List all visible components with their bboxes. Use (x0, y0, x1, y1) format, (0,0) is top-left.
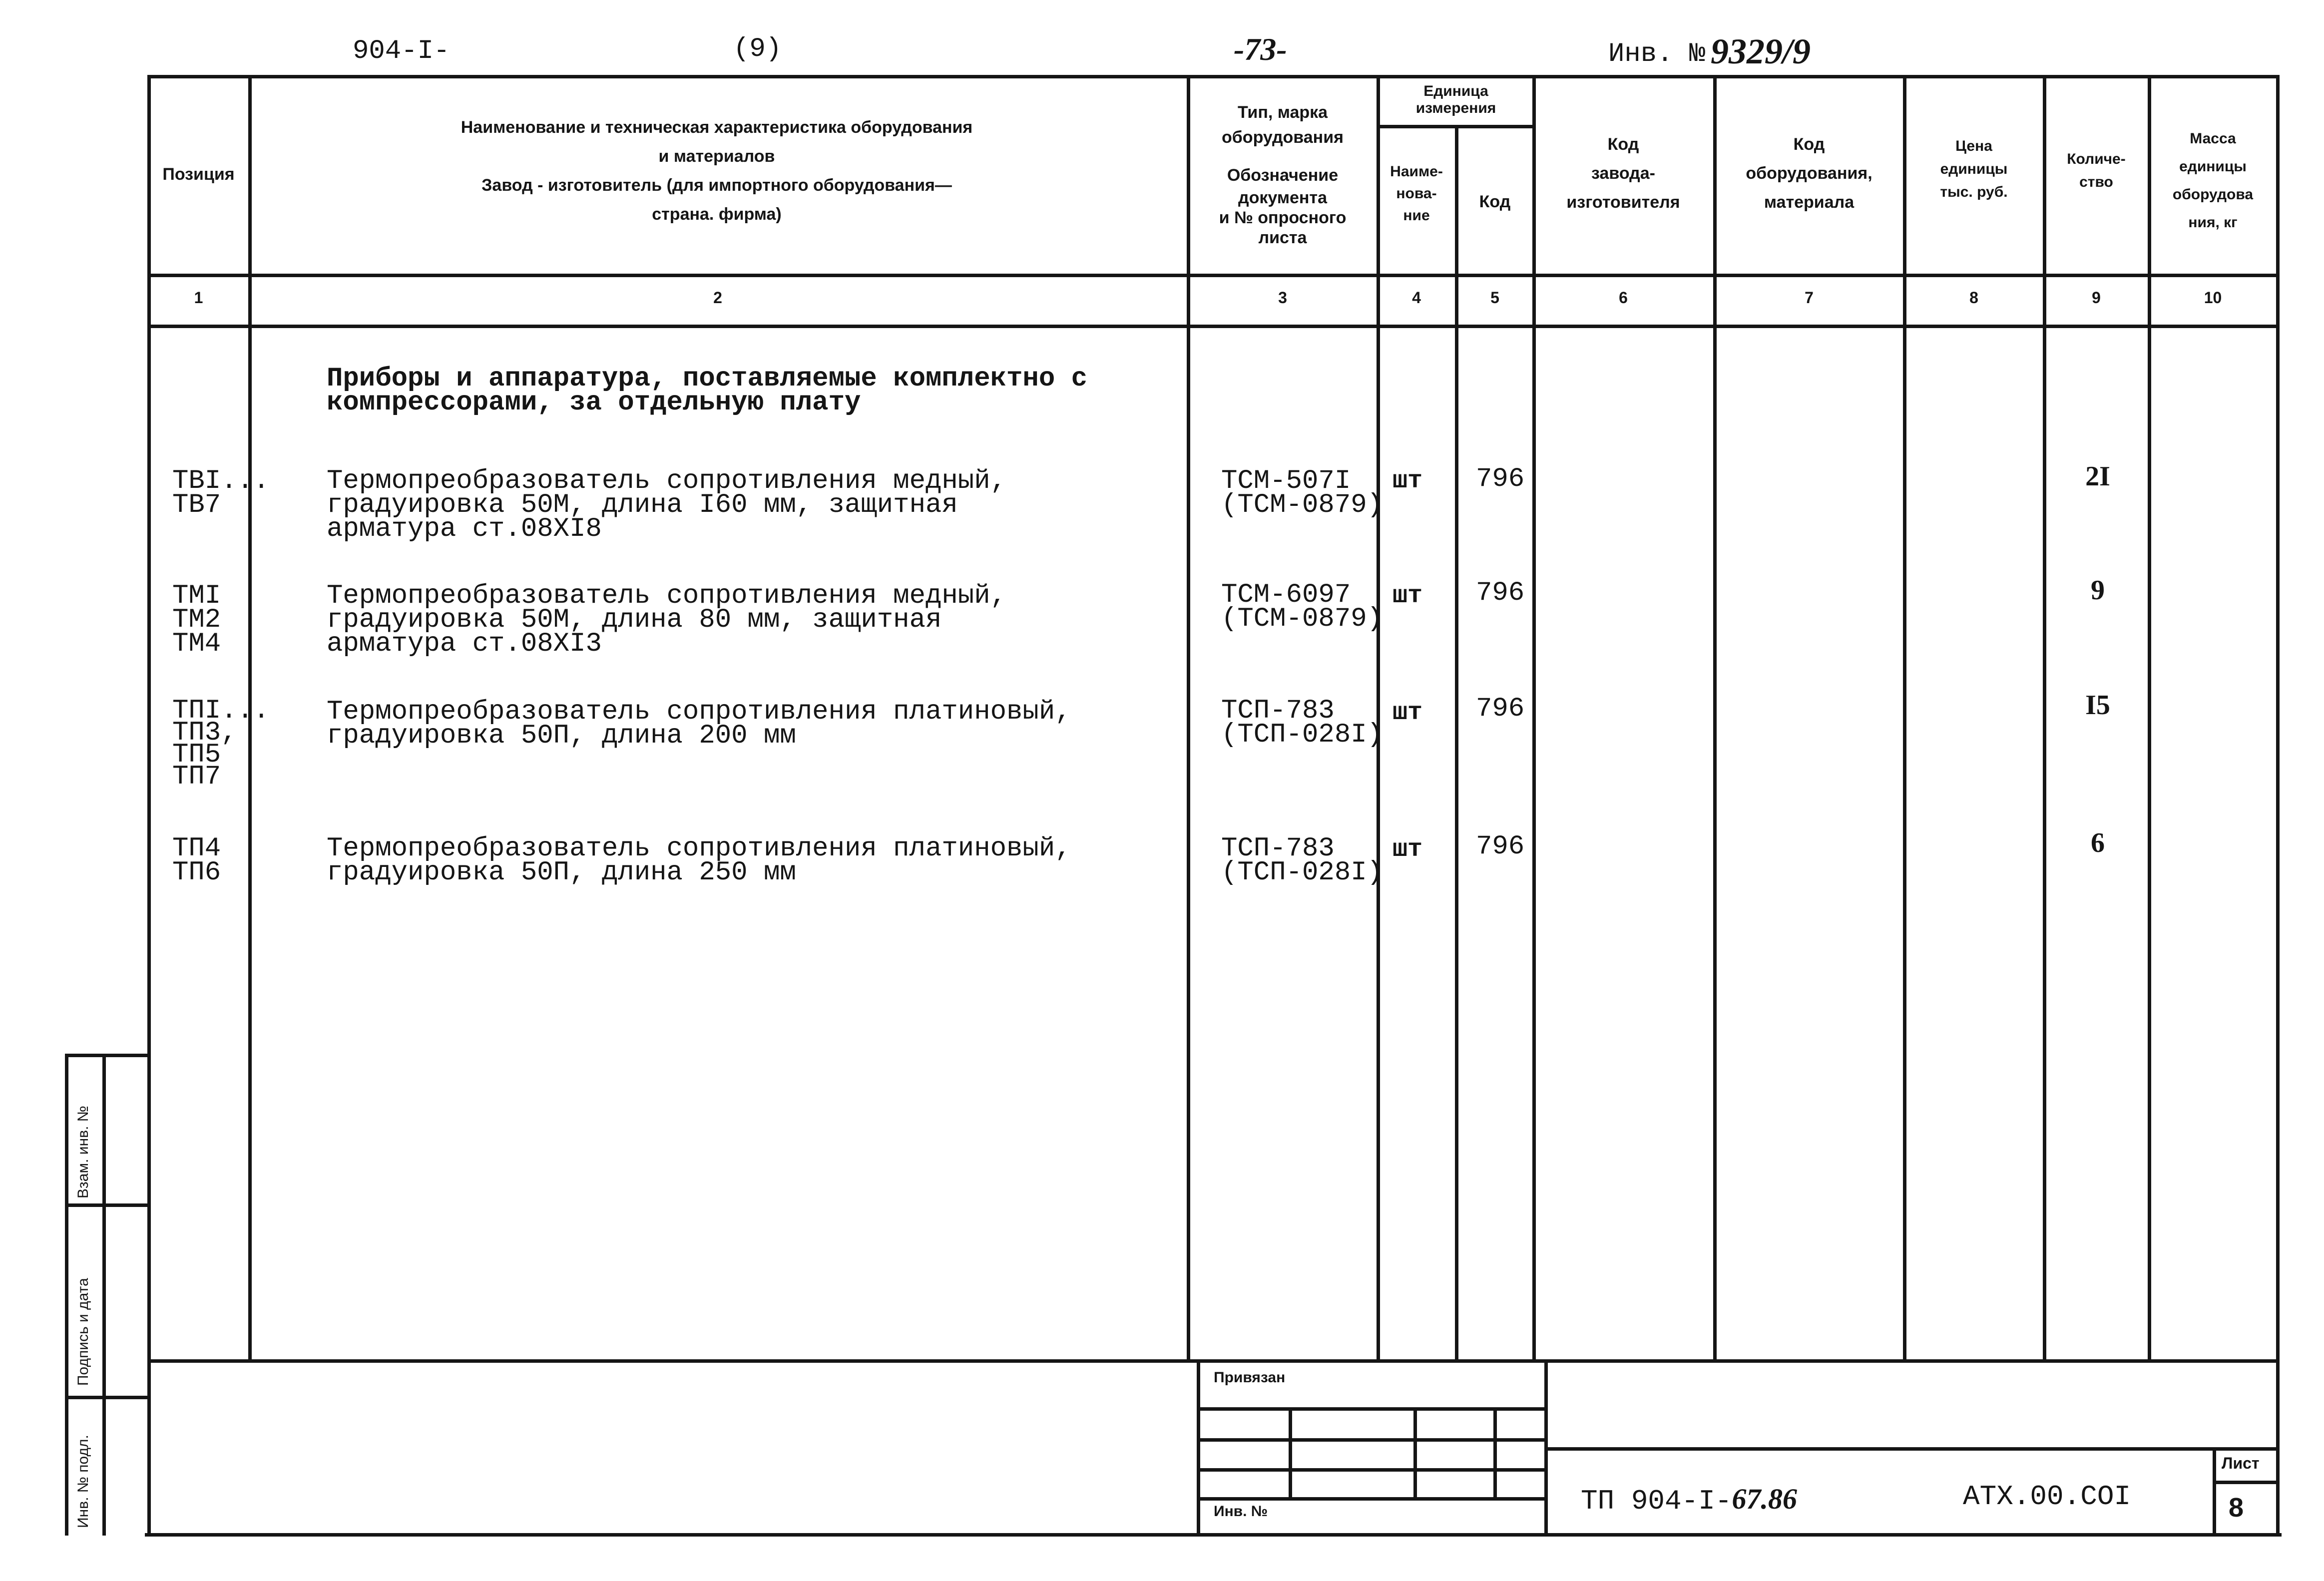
col-number: 7 (1805, 289, 1814, 307)
side-label-inv-podl: Инв. № подл. (75, 1435, 91, 1528)
row-unit-code: 796 (1476, 464, 1525, 494)
col-header-unit: Единица измерения (1415, 83, 1496, 116)
col-header-unit-name: Наиме- нова- ние (1390, 163, 1443, 224)
side-label-signature: Подпись и дата (75, 1278, 91, 1386)
row-type: ТСП-783 (ТСП-028I) (1221, 833, 1384, 888)
col-number: 8 (1969, 289, 1978, 307)
col-header-mass: Масса единицы оборудова ния, кг (2172, 130, 2254, 231)
part-number: (9) (733, 34, 782, 64)
col-header-unit-code: Код (1479, 192, 1511, 211)
row-name: Термопреобразователь сопротивления медный, градуировка 50М, длина I60 мм, защитная арматура ст.08ХI8 (327, 466, 1007, 544)
col-number: 2 (713, 289, 722, 307)
row-position: ТВI... ТВ7 (172, 466, 270, 520)
row-unit-code: 796 (1476, 578, 1525, 608)
inventory-number: 9329/9 (1711, 31, 1811, 71)
row-unit: шт (1393, 467, 1423, 495)
row-quantity: 6 (2091, 827, 2105, 858)
row-name: Термопреобразователь сопротивления платиновый, градуировка 50П, длина 200 мм (327, 697, 1071, 751)
stamp-sheet-number: 8 (2229, 1493, 2244, 1523)
row-unit: шт (1393, 699, 1423, 727)
row-quantity: 2I (2085, 461, 2110, 492)
col-header-equip-code: Код оборудования, материала (1746, 135, 1872, 212)
stamp-document-code: АТХ.00.СОI (1963, 1481, 2131, 1513)
stamp-linked-label: Привязан (1214, 1369, 1286, 1386)
row-unit: шт (1393, 582, 1423, 610)
row-quantity: I5 (2085, 690, 2110, 721)
row-name: Термопреобразователь сопротивления платиновый, градуировка 50П, длина 250 мм (327, 833, 1071, 888)
row-type: ТСП-783 (ТСП-028I) (1221, 696, 1384, 750)
col-number: 10 (2204, 289, 2222, 307)
col-header-quantity: Количе- ство (2067, 151, 2126, 190)
page-number: -73- (1234, 31, 1287, 67)
section-title: Приборы и аппаратура, поставляемые комплектно с компрессорами, за отдельную плату (327, 364, 1088, 418)
stamp-inv-label: Инв. № (1214, 1503, 1268, 1520)
col-header-price: Цена единицы тыс. руб. (1940, 138, 2008, 200)
inventory-label: Инв. № (1608, 39, 1706, 69)
col-number: 9 (2092, 289, 2101, 307)
row-unit: шт (1393, 835, 1423, 864)
col-header-type: Тип, марка оборудования Обозначение документа и № опросного листа (1219, 103, 1347, 247)
stamp-project-code (1581, 1482, 1797, 1517)
stamp-project-suffix: 67.86 (1732, 1483, 1797, 1515)
row-position: ТМI ТМ2 ТМ4 (172, 581, 221, 659)
row-position: ТП4 ТП6 (172, 833, 221, 888)
row-position: ТПI... ТП3, ТП5 ТП7 (172, 696, 270, 792)
col-number: 5 (1490, 289, 1499, 307)
row-unit-code: 796 (1476, 831, 1525, 862)
col-header-mfr-code: Код завода- изготовителя (1566, 135, 1680, 212)
col-header-name: Наименование и техническая характеристика оборудования и материалов Завод - изготовитель (для импортного оборудования— страна. фирма) (461, 118, 973, 224)
row-type: ТСМ-6097 (ТСМ-0879) (1221, 580, 1384, 634)
stamp-sheet-label: Лист (2222, 1454, 2260, 1472)
col-number: 3 (1278, 289, 1287, 307)
col-number: 4 (1412, 289, 1421, 307)
side-label-vzam: Взам. инв. № (75, 1106, 91, 1198)
row-quantity: 9 (2091, 575, 2105, 606)
stamp-project-prefix: ТП 904-I- (1581, 1485, 1732, 1517)
row-unit-code: 796 (1476, 694, 1525, 724)
row-name: Термопреобразователь сопротивления медный, градуировка 50М, длина 80 мм, защитная арматура ст.08ХI3 (327, 581, 1007, 659)
col-number: 1 (194, 289, 203, 307)
series-code: 904-I- (353, 36, 450, 66)
col-header-position: Позиция (162, 165, 235, 184)
col-number: 6 (1619, 289, 1628, 307)
row-type: ТСМ-507I (ТСМ-0879) (1221, 466, 1384, 520)
